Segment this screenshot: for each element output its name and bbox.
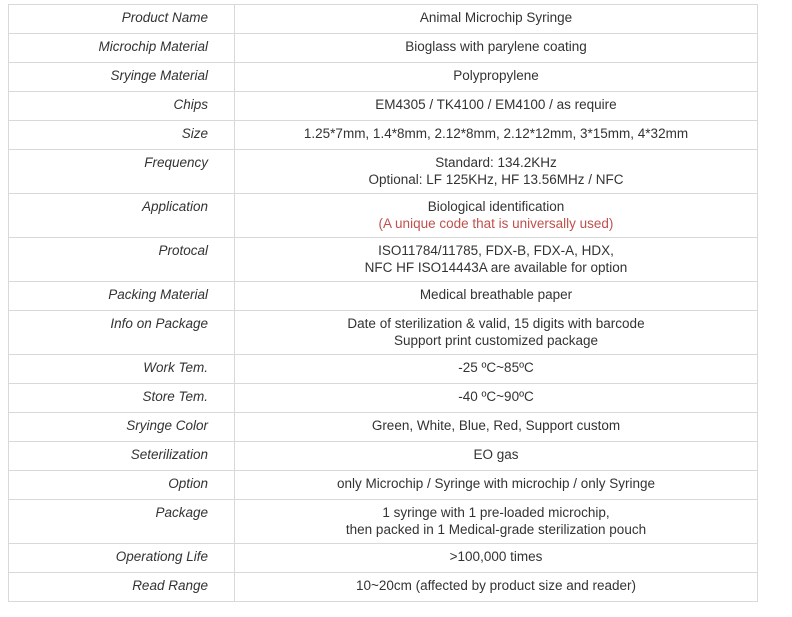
row-label: Sryinge Color: [9, 413, 235, 442]
value-line: ISO11784/11785, FDX-B, FDX-A, HDX,: [378, 243, 614, 258]
row-label: Sryinge Material: [9, 63, 235, 92]
value-line: >100,000 times: [449, 549, 543, 564]
table-row: [9, 282, 758, 311]
value-line: only Microchip / Syringe with microchip / only Syringe: [336, 476, 656, 491]
table-row: [9, 5, 758, 34]
row-label: Packing Material: [9, 282, 235, 311]
row-value: [235, 150, 758, 194]
row-value: [235, 442, 758, 471]
value-line: Medical breathable paper: [419, 287, 573, 302]
row-value: [235, 573, 758, 602]
table-row: [9, 413, 758, 442]
table-row: [9, 311, 758, 355]
row-label: Product Name: [9, 5, 235, 34]
value-line: Bioglass with parylene coating: [405, 39, 587, 54]
table-row: [9, 471, 758, 500]
row-label: Size: [9, 121, 235, 150]
row-label: Microchip Material: [9, 34, 235, 63]
table-row: [9, 544, 758, 573]
value-line: Standard: 134.2KHz: [435, 155, 557, 170]
row-value: [235, 238, 758, 282]
row-value: [235, 92, 758, 121]
row-value: [235, 63, 758, 92]
row-label: Store Tem.: [9, 384, 235, 413]
table-row: [9, 500, 758, 544]
row-value: [235, 121, 758, 150]
row-value: [235, 34, 758, 63]
table-row: [9, 63, 758, 92]
value-line: NFC HF ISO14443A are available for option: [364, 260, 628, 275]
row-value: [235, 5, 758, 34]
row-value: [235, 500, 758, 544]
table-row: [9, 238, 758, 282]
row-label: Protocal: [9, 238, 235, 282]
row-label: Info on Package: [9, 311, 235, 355]
value-line: Optional: LF 125KHz, HF 13.56MHz / NFC: [368, 172, 624, 187]
value-line: EO gas: [473, 447, 519, 462]
value-line: Animal Microchip Syringe: [419, 10, 573, 25]
row-label: Operationg Life: [9, 544, 235, 573]
row-value: [235, 311, 758, 355]
value-line: Biological identification: [427, 199, 565, 214]
row-label: Chips: [9, 92, 235, 121]
table-row: [9, 194, 758, 238]
table-row: [9, 34, 758, 63]
value-line: then packed in 1 Medical-grade sterilization pouch: [345, 522, 647, 537]
value-line: -25 ºC~85ºC: [458, 360, 534, 375]
value-line: 10~20cm (affected by product size and reader): [355, 578, 637, 593]
table-row: [9, 355, 758, 384]
value-line: 1 syringe with 1 pre-loaded microchip,: [382, 505, 610, 520]
table-row: [9, 150, 758, 194]
row-value: [235, 194, 758, 238]
spec-table: [8, 4, 758, 602]
row-value: [235, 413, 758, 442]
value-note: (A unique code that is universally used): [378, 216, 614, 231]
row-label: Application: [9, 194, 235, 238]
value-line: EM4305 / TK4100 / EM4100 / as require: [375, 97, 617, 112]
table-row: [9, 442, 758, 471]
row-label: Frequency: [9, 150, 235, 194]
row-label: Read Range: [9, 573, 235, 602]
value-line: Green, White, Blue, Red, Support custom: [371, 418, 621, 433]
value-line: Date of sterilization & valid, 15 digits with barcode: [347, 316, 645, 331]
table-row: [9, 384, 758, 413]
row-value: [235, 544, 758, 573]
row-value: [235, 282, 758, 311]
table-row: [9, 121, 758, 150]
row-label: Work Tem.: [9, 355, 235, 384]
row-value: [235, 384, 758, 413]
row-label: Seterilization: [9, 442, 235, 471]
row-label: Package: [9, 500, 235, 544]
table-row: [9, 92, 758, 121]
row-value: [235, 355, 758, 384]
value-line: -40 ºC~90ºC: [458, 389, 534, 404]
value-line: 1.25*7mm, 1.4*8mm, 2.12*8mm, 2.12*12mm, 3*15mm, 4*32mm: [303, 126, 689, 141]
row-value: [235, 471, 758, 500]
table-row: [9, 573, 758, 602]
value-line: Support print customized package: [393, 333, 599, 348]
value-line: Polypropylene: [453, 68, 539, 83]
row-label: Option: [9, 471, 235, 500]
